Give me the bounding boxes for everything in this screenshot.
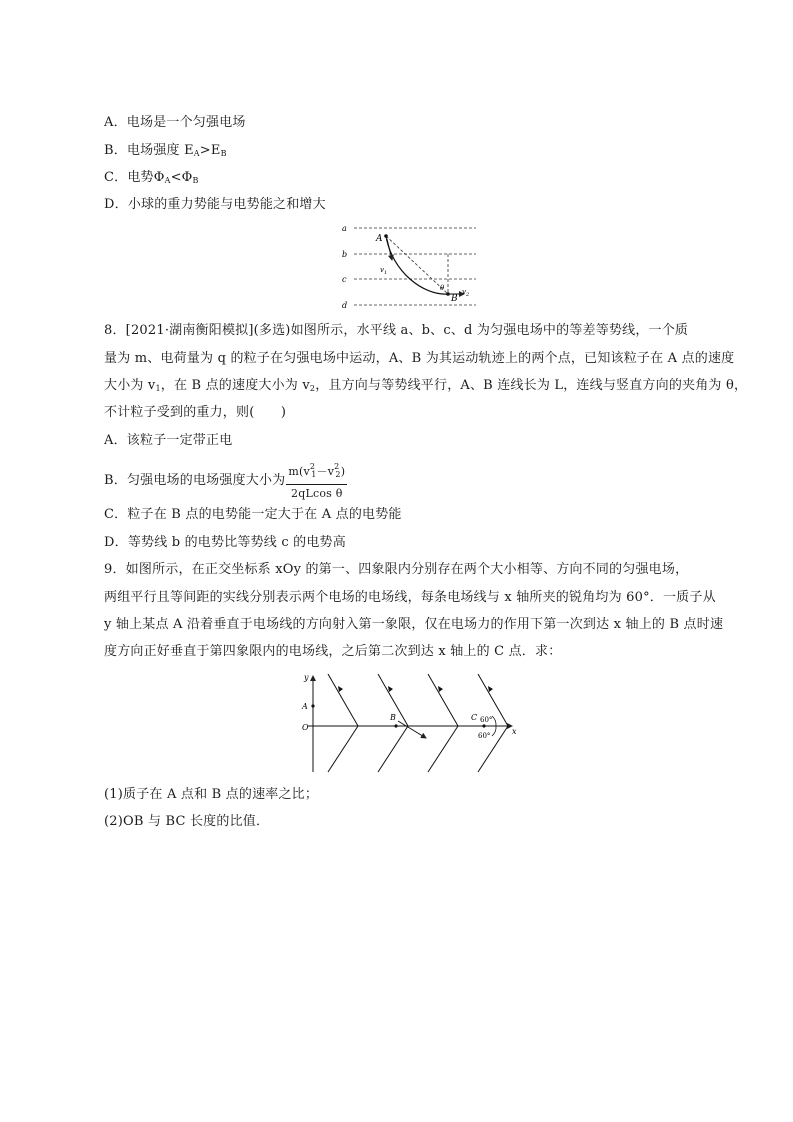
- label-point-a: A: [302, 702, 308, 711]
- field-arrow-4: [488, 686, 493, 692]
- field-line-q4-3: [428, 726, 458, 772]
- point-a-dot: [384, 234, 388, 238]
- q8-line-2: 量为 m、电荷量为 q 的粒子在匀强电场中运动，A、B 为其运动轨迹上的两个点，已知该粒子在 A 点的速度: [104, 351, 735, 366]
- angle-arc-top: [492, 716, 496, 726]
- field-arrow-3: [438, 686, 443, 692]
- line-label-b: b: [342, 250, 348, 259]
- point-b-dot: [394, 724, 397, 727]
- field-line-q1-1: [328, 674, 358, 726]
- q8-option-c: C．粒子在 B 点的电势能一定大于在 A 点的电势能: [104, 507, 402, 522]
- label-angle-bottom: 60°: [478, 732, 491, 740]
- angle-arc-bottom: [492, 726, 496, 736]
- segment-ab: [386, 236, 448, 294]
- field-line-q1-3: [428, 674, 458, 726]
- label-point-c: C: [471, 713, 478, 722]
- label-theta: θ: [440, 284, 445, 292]
- equipotential-figure: [336, 220, 486, 312]
- point-c-dot: [482, 724, 485, 727]
- label-angle-top: 60°: [480, 716, 493, 724]
- q9-sub-2: (2)OB 与 BC 长度的比值．: [104, 814, 270, 829]
- axis-label-y: y: [304, 673, 309, 682]
- q9-line-4: 度方向正好垂直于第四象限内的电场线，之后第二次到达 x 轴上的 C 点．求：: [104, 644, 562, 659]
- label-origin: O: [302, 723, 309, 732]
- q8-line-4: 不计粒子受到的重力，则( ): [104, 405, 287, 420]
- point-a-dot: [311, 704, 314, 707]
- q8-option-a: A．该粒子一定带正电: [104, 433, 233, 448]
- q8-option-d: D．等势线 b 的电势比等势线 c 的电势高: [104, 535, 346, 550]
- field-lines-figure: [296, 670, 526, 776]
- q8-option-b: B．匀强电场的电场强度大小为 $\frac{m(v^2_1-v^2_2)}{\text{2qLcos θ}}$: [104, 462, 346, 500]
- axis-label-x: x: [512, 727, 517, 736]
- line-label-a: a: [342, 224, 347, 233]
- label-point-b: B: [451, 294, 458, 304]
- q8-line-1: 8．[2021·湖南衡阳模拟](多选)如图所示，水平线 a、b、c、d 为匀强电场中的等差等势线，一个质: [104, 323, 689, 338]
- q8-line-3: 大小为 $v_1$，在 B 点的速度大小为 $v_2$，且方向与等势线平行，A、B 连线长为 L，连线与竖直方向的夹角为 θ，: [104, 378, 748, 393]
- line-label-d: d: [342, 301, 348, 310]
- label-v1: $v_1$: [380, 266, 388, 276]
- field-arrow-1: [338, 686, 343, 692]
- q7-option-b: B．电场强度 $E_A>E_B$: [104, 143, 227, 158]
- q7-option-a: A．电场是一个匀强电场: [104, 115, 246, 130]
- v1-arrow: [387, 239, 392, 260]
- q9-sub-1: (1)质子在 A 点和 B 点的速率之比；: [104, 787, 319, 802]
- q7-option-d: D．小球的重力势能与电势能之和增大: [104, 197, 326, 212]
- q9-line-1: 9．如图所示，在正交坐标系 xOy 的第一、四象限内分别存在两个大小相等、方向不同的匀强电场，: [104, 562, 689, 577]
- label-point-a: A: [376, 234, 383, 244]
- field-line-q4-1: [328, 726, 358, 772]
- field-strength-fraction: $\frac{m(v^2_1-v^2_2)}{\text{2qLcos θ}}$: [288, 462, 346, 500]
- line-label-c: c: [342, 275, 347, 284]
- label-v2: $v_2$: [462, 288, 470, 298]
- q9-line-2: 两组平行且等间距的实线分别表示两个电场的电场线，每条电场线与 x 轴所夹的锐角均为 60°．一质子从: [104, 590, 716, 605]
- label-point-b: B: [390, 713, 396, 722]
- q7-option-c: C．电势$\Phi_A<\Phi_B$: [104, 170, 199, 185]
- q9-line-3: y 轴上某点 A 沿着垂直于电场线的方向射入第一象限，仅在电场力的作用下第一次到达 x 轴上的 B 点时速: [104, 617, 724, 632]
- field-line-q4-2: [378, 726, 408, 772]
- field-arrow-2: [388, 686, 393, 692]
